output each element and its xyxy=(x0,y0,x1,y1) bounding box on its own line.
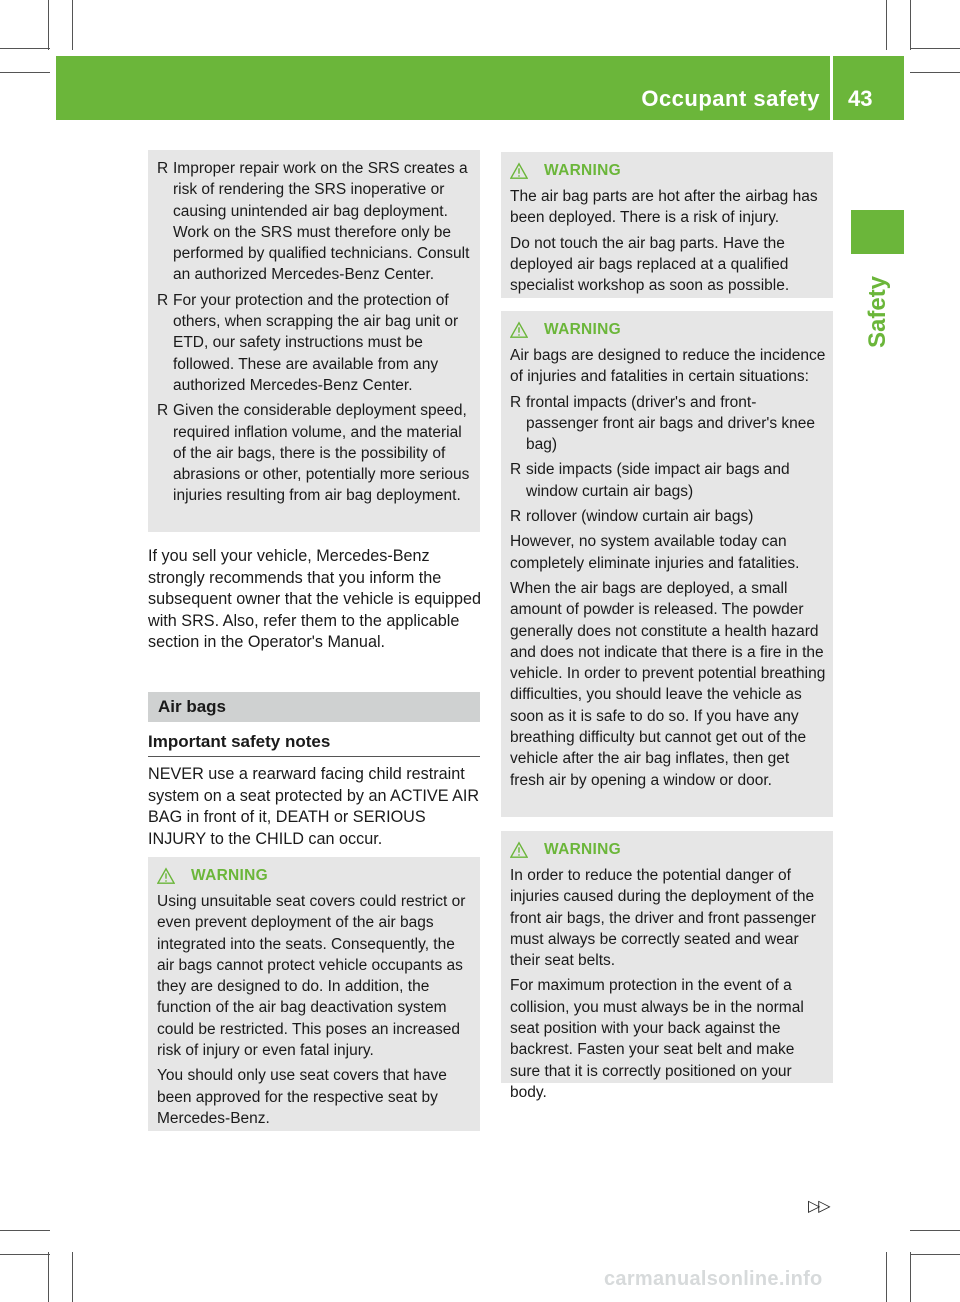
warning-text: Using unsuitable seat covers could restrict or even prevent deployment of the air bags integrated into the seats. Consequently, the air bags cannot protect vehicle occupants as they are designed to do. In addition, the function of the air bag deactivation system could be restricted. This poses an increased risk of injury or even fatal injury. xyxy=(157,893,466,1060)
bullet-mark: R xyxy=(157,402,169,420)
list-item: R For your protection and the protection of others, when scrapping the air bag unit or ETD, our safety instructions must be followed. These are available from any authorized Mercedes-Benz Center. xyxy=(157,291,459,394)
crop-mark xyxy=(910,0,911,50)
crop-mark xyxy=(0,1254,50,1255)
warning-header xyxy=(510,319,826,341)
section-label: Safety xyxy=(864,275,891,348)
warning-label: WARNING xyxy=(544,841,622,858)
warning-triangle-icon xyxy=(157,867,175,885)
crop-mark xyxy=(0,72,50,73)
list-item: R Given the considerable deployment speed, required inflation volume, and the material of the air bags, there is the possibility of abrasions or other, potentially more serious injuries resulting from air bag deployment. xyxy=(157,402,470,505)
warning-box xyxy=(501,152,833,298)
bullet-mark: R xyxy=(510,508,522,526)
list-item: R frontal impacts (driver's and front-passenger front air bags and driver's knee bag) xyxy=(510,393,816,454)
section-heading: Air bags xyxy=(148,692,480,722)
warning-header xyxy=(157,865,473,887)
warning-header xyxy=(510,839,826,861)
left-note-box xyxy=(148,150,480,532)
subsection-heading: Important safety notes xyxy=(148,732,480,757)
watermark: carmanualsonline.info xyxy=(604,1268,823,1290)
crop-mark xyxy=(0,48,50,49)
crop-mark xyxy=(48,0,49,50)
crop-mark xyxy=(910,72,960,73)
crop-mark xyxy=(910,1230,960,1231)
warning-triangle-icon xyxy=(510,321,528,339)
list-item: R rollover (window curtain air bags) xyxy=(510,506,826,527)
warning-box xyxy=(501,311,833,817)
page-number: 43 xyxy=(848,86,873,111)
warning-text: However, no system available today can completely eliminate injuries and fatalities. xyxy=(510,533,800,572)
warning-text: Do not touch the air bag parts. Have the deployed air bags replaced at a qualified specialist workshop as soon as possible. xyxy=(510,234,790,295)
warning-text: The air bag parts are hot after the airbag has been deployed. There is a risk of injury. xyxy=(510,188,818,227)
warning-label: WARNING xyxy=(544,162,622,179)
body-paragraph: If you sell your vehicle, Mercedes-Benz strongly recommends that you inform the subsequent owner that the vehicle is equipped with SRS. Also, refer them to the applicable section in the Operator's Manual. xyxy=(148,547,481,652)
crop-mark xyxy=(886,1252,887,1302)
list-item: R side impacts (side impact air bags and window curtain air bags) xyxy=(510,461,790,500)
crop-mark xyxy=(48,1252,49,1302)
crop-mark xyxy=(910,1254,960,1255)
warning-triangle-icon xyxy=(510,162,528,180)
crop-mark xyxy=(910,48,960,49)
bullet-mark: R xyxy=(157,291,169,309)
bullet-mark: R xyxy=(157,160,169,177)
warning-text: You should only use seat covers that have been approved for the respective seat by Mercedes-Benz. xyxy=(157,1067,447,1127)
warning-box xyxy=(148,857,480,1131)
crop-mark xyxy=(886,0,887,50)
warning-label: WARNING xyxy=(191,867,269,884)
warning-header xyxy=(510,160,826,182)
bullet-mark: R xyxy=(510,393,522,411)
warning-label: WARNING xyxy=(544,321,622,338)
warning-text: When the air bags are deployed, a small amount of powder is released. The powder generally does not constitute a health hazard and does not indicate that there is a fire in the vehicle. In order to prevent potential breathing difficulties, you should leave the vehicle as soon as it is safe to do so. If you have any breathing difficulty but cannot get out of the vehicle after the air bag inflates, then get fresh air by opening a window or door. xyxy=(510,579,826,789)
section-tab xyxy=(851,210,904,254)
header-divider xyxy=(830,56,833,120)
crop-mark xyxy=(910,1252,911,1302)
warning-text: Air bags are designed to reduce the incidence of injuries and fatalities in certain situations: xyxy=(510,347,826,386)
warning-box xyxy=(501,831,833,1101)
page-title: Occupant safety xyxy=(641,86,820,111)
warning-text: In order to reduce the potential danger of injuries caused during the deployment of the front air bags, the driver and front passenger must always be correctly seated and wear their seat belts. xyxy=(510,867,816,970)
bullet-mark: R xyxy=(510,461,522,479)
crop-mark xyxy=(72,1252,73,1302)
warning-triangle-icon xyxy=(510,841,528,859)
crop-mark xyxy=(0,1230,50,1231)
list-item: R Improper repair work on the SRS creates a risk of rendering the SRS inoperative or causing unintended air bag deployment. Work on the SRS must therefore only be performed by qualified technicians. Consult an authorized Mercedes-Benz Center. xyxy=(157,160,470,284)
intro-paragraph: NEVER use a rearward facing child restraint system on a seat protected by an ACTIVE AIR BAG in front of it, DEATH or SERIOUS INJURY to the CHILD can occur. xyxy=(148,765,480,848)
warning-text: For maximum protection in the event of a collision, you must always be in the normal seat position with your back against the backrest. Fasten your seat belt and make sure that it is correctly positioned on your body. xyxy=(510,977,804,1101)
continue-arrows-icon: ▷▷ xyxy=(808,1198,829,1215)
crop-mark xyxy=(72,0,73,50)
